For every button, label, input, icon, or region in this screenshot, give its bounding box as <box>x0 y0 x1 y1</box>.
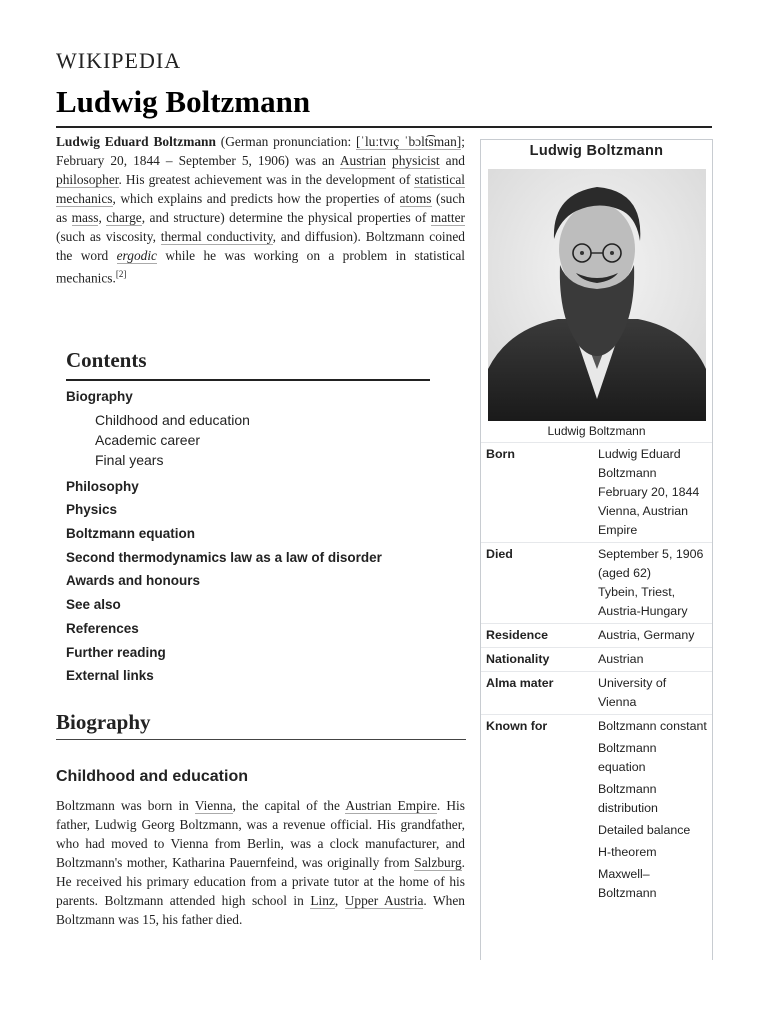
infobox-row-residence <box>481 624 712 648</box>
infobox-table <box>481 442 712 908</box>
toc-item-awards[interactable]: Awards and honours <box>66 573 201 589</box>
died-value <box>593 543 712 624</box>
section-heading-biography: Biography <box>56 710 151 734</box>
toc-item-physics[interactable]: Physics <box>66 502 118 518</box>
known-for-label: Known for <box>481 715 593 909</box>
link-statistical-mechanics[interactable]: statistical mechanics <box>56 172 465 206</box>
born-date: February 20, 1844 <box>598 485 700 499</box>
link-salzburg[interactable]: Salzburg <box>414 855 462 870</box>
lead-text: , <box>98 210 107 225</box>
link-philosopher[interactable]: philosopher <box>56 172 119 187</box>
toc-item-second-law[interactable]: Second thermodynamics law as a law of disorder <box>66 549 382 565</box>
infobox-title: Ludwig Boltzmann <box>529 143 664 159</box>
body-text: , the capital of the <box>232 798 346 813</box>
toc-list <box>66 387 430 690</box>
toc-item-external-links[interactable]: External links <box>66 668 154 684</box>
toc-title: Contents <box>66 348 147 372</box>
born-label: Born <box>481 443 593 543</box>
link-charge[interactable]: charge <box>106 210 142 225</box>
residence-value: Austria, Germany <box>593 624 712 648</box>
known-for-item[interactable]: Detailed balance <box>598 823 691 837</box>
known-for-item[interactable]: H-theorem <box>598 845 657 859</box>
link-austrian[interactable]: Austrian <box>339 153 387 168</box>
lead-paragraph <box>56 132 465 287</box>
link-ergodic[interactable]: ergodic <box>116 248 158 263</box>
lead-text: while he was working on a problem in statistical mechanics. <box>56 248 465 286</box>
subject-name: Ludwig Eduard Boltzmann <box>56 134 216 149</box>
alma-mater-value[interactable]: University of Vienna <box>593 672 712 715</box>
born-value <box>593 443 712 543</box>
toc-item-biography[interactable]: Biography <box>66 389 133 404</box>
alma-mater-label: Alma mater <box>481 672 593 715</box>
infobox-row-born <box>481 443 712 543</box>
infobox-row-alma-mater <box>481 672 712 715</box>
wikipedia-wordmark[interactable]: WIKIPEDIA <box>56 48 182 73</box>
known-for-item[interactable]: Boltzmann distribution <box>598 782 658 815</box>
body-text: . When Boltzmann was 15, his father died. <box>56 893 465 927</box>
nationality-value: Austrian <box>593 648 712 672</box>
toc-divider <box>66 379 430 381</box>
link-vienna[interactable]: Vienna <box>194 798 233 813</box>
known-for-item[interactable]: Boltzmann equation <box>598 741 657 774</box>
infobox <box>480 139 713 960</box>
biography-paragraph <box>56 796 465 929</box>
link-austrian-empire[interactable]: Austrian Empire <box>345 798 437 813</box>
infobox-row-nationality <box>481 648 712 672</box>
nationality-label: Nationality <box>481 648 593 672</box>
lead-text: (such as viscosity, <box>56 229 161 244</box>
toc-item-boltzmann-equation[interactable]: Boltzmann equation <box>66 526 195 542</box>
toc-item-see-also[interactable]: See also <box>66 597 121 613</box>
infobox-row-died <box>481 543 712 624</box>
body-text: . His father, Ludwig Georg Boltzmann, was a revenue official. His grandfather, who had moved to Vienna from Berlin, was a clock manufacturer, and Boltzmann's mother, Katharina Pauernfeind, was originally from <box>56 798 465 870</box>
portrait-caption: Ludwig Boltzmann <box>547 424 646 438</box>
lead-text: (such as <box>56 191 465 225</box>
toc-item-further-reading[interactable]: Further reading <box>66 644 166 660</box>
link-mass[interactable]: mass <box>71 210 99 225</box>
known-for-item[interactable]: Maxwell–Boltzmann <box>598 867 657 900</box>
link-physicist[interactable]: physicist <box>392 153 440 168</box>
toc-item-references[interactable]: References <box>66 620 139 636</box>
reference-link[interactable]: [2] <box>115 269 127 279</box>
portrait-image[interactable] <box>488 169 706 421</box>
lead-text: . His greatest achievement was in the development of <box>118 172 415 187</box>
lead-text: and <box>439 153 465 168</box>
lead-text: ; February 20, 1844 – September 5, 1906) was an <box>56 134 465 168</box>
link-atoms[interactable]: atoms <box>399 191 432 206</box>
died-date: September 5, 1906 (aged 62) <box>598 547 704 580</box>
body-text: Boltzmann was born in <box>56 798 195 813</box>
residence-label: Residence <box>481 624 593 648</box>
ipa-link[interactable]: [ˈluːtvɪç ˈbɔlt͡sman] <box>356 134 462 149</box>
body-text: , <box>334 893 345 908</box>
born-place: Vienna, Austrian Empire <box>598 504 689 537</box>
died-place: Tybein, Triest, Austria-Hungary <box>598 585 688 618</box>
toc-item-academic-career[interactable]: Academic career <box>95 431 201 448</box>
subsection-heading-childhood: Childhood and education <box>56 768 248 785</box>
section-divider <box>56 739 466 740</box>
link-linz[interactable]: Linz <box>310 893 335 908</box>
lead-text: , and diffusion). Boltzmann coined the word <box>56 229 465 263</box>
toc-item-final-years[interactable]: Final years <box>95 451 164 468</box>
page-title: Ludwig Boltzmann <box>56 84 311 119</box>
born-name: Ludwig Eduard Boltzmann <box>598 447 681 480</box>
link-upper-austria[interactable]: Upper Austria <box>344 893 424 908</box>
toc-item-philosophy[interactable]: Philosophy <box>66 478 139 494</box>
lead-text: , which explains and predicts how the properties of <box>112 191 400 206</box>
lead-text: (German pronunciation: <box>215 134 357 149</box>
infobox-row-known-for <box>481 715 712 909</box>
known-for-item[interactable]: Boltzmann constant <box>598 719 707 733</box>
table-of-contents <box>66 348 430 690</box>
lead-text: , and structure) determine the physical properties of <box>141 210 431 225</box>
link-matter[interactable]: matter <box>430 210 465 225</box>
link-thermal-conductivity[interactable]: thermal conductivity <box>160 229 273 244</box>
title-divider <box>56 126 712 128</box>
known-for-list <box>593 715 712 909</box>
died-label: Died <box>481 543 593 624</box>
body-text: . He received his primary education from a private tutor at the home of his parents. Boltzmann attended high school in <box>56 855 465 908</box>
toc-item-childhood[interactable]: Childhood and education <box>95 411 250 428</box>
